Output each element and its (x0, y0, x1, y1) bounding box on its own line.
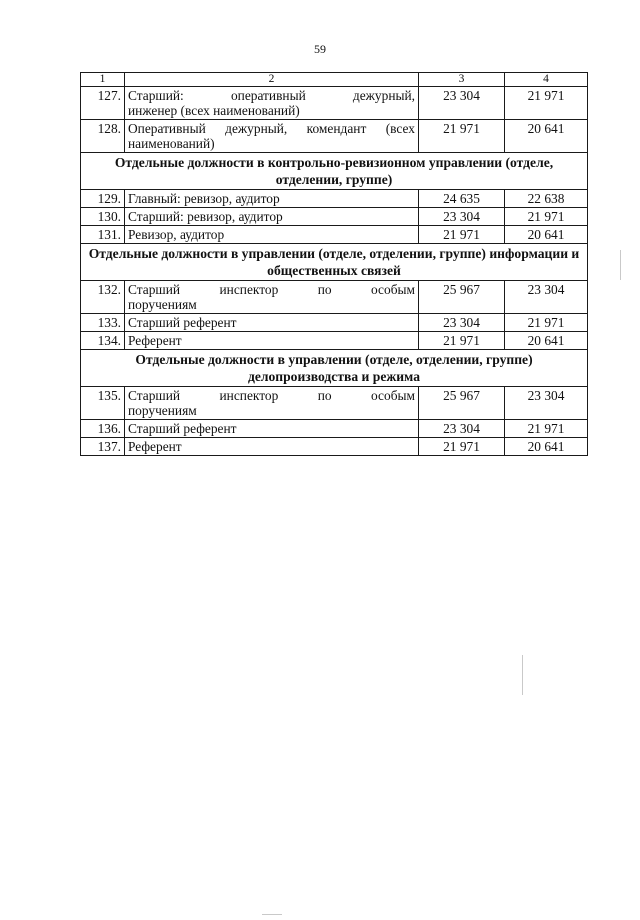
salary-value-col3: 25 967 (419, 387, 505, 420)
column-number: 3 (419, 73, 505, 87)
table-row (81, 226, 588, 244)
table-row (81, 420, 588, 438)
salary-value-col4: 21 971 (505, 87, 588, 120)
row-number: 133. (81, 314, 125, 332)
salary-value-col3: 21 971 (419, 332, 505, 350)
salary-value-col3: 23 304 (419, 314, 505, 332)
position-name-line: Главный: ревизор, аудитор (128, 191, 280, 206)
salary-value-col3: 21 971 (419, 226, 505, 244)
table-row (81, 438, 588, 456)
scan-artifact (262, 914, 282, 915)
table-row (81, 314, 588, 332)
table-row (81, 332, 588, 350)
section-heading: Отдельные должности в управлении (отделе, отделении, группе) информации и общественных связей (81, 244, 588, 281)
position-name-line: Старший: ревизор, аудитор (128, 209, 283, 224)
position-name (125, 332, 419, 350)
salary-value-col4: 22 638 (505, 190, 588, 208)
salary-value-col4: 20 641 (505, 120, 588, 153)
position-name (125, 314, 419, 332)
section-heading-row (81, 244, 588, 281)
salary-value-col4: 20 641 (505, 332, 588, 350)
page-number: 59 (314, 42, 326, 56)
position-name (125, 420, 419, 438)
table-row (81, 387, 588, 420)
row-number: 132. (81, 281, 125, 314)
row-number: 136. (81, 420, 125, 438)
position-name (125, 87, 419, 120)
salary-table (80, 72, 588, 456)
section-heading: Отдельные должности в контрольно-ревизионном управлении (отделе, отделении, группе) (81, 153, 588, 190)
salary-value-col4: 20 641 (505, 226, 588, 244)
salary-value-col4: 21 971 (505, 314, 588, 332)
salary-value-col3: 25 967 (419, 281, 505, 314)
scan-artifact (620, 250, 621, 280)
position-name-line: Референт (128, 439, 182, 454)
position-name-line: поручениям (128, 297, 197, 312)
position-name (125, 190, 419, 208)
salary-value-col3: 23 304 (419, 87, 505, 120)
row-number: 127. (81, 87, 125, 120)
salary-value-col3: 21 971 (419, 438, 505, 456)
position-name (125, 120, 419, 153)
salary-value-col3: 21 971 (419, 120, 505, 153)
row-number: 129. (81, 190, 125, 208)
row-number: 131. (81, 226, 125, 244)
table-row (81, 87, 588, 120)
row-number: 134. (81, 332, 125, 350)
position-name-line: наименований) (128, 136, 215, 151)
salary-value-col3: 24 635 (419, 190, 505, 208)
table-row (81, 281, 588, 314)
table-row (81, 190, 588, 208)
position-name (125, 438, 419, 456)
position-name (125, 226, 419, 244)
column-number-row (81, 73, 588, 87)
position-name-line: инженер (всех наименований) (128, 103, 300, 118)
position-name-line: поручениям (128, 403, 197, 418)
section-heading-row (81, 153, 588, 190)
position-name-line: Референт (128, 333, 182, 348)
position-name (125, 387, 419, 420)
column-number: 1 (81, 73, 125, 87)
salary-value-col4: 21 971 (505, 420, 588, 438)
position-name-line: Старший: оперативный дежурный, (128, 88, 415, 103)
position-name-line: Старший референт (128, 315, 237, 330)
position-name-line: Ревизор, аудитор (128, 227, 225, 242)
position-name-line: Старший инспектор по особым (128, 388, 415, 403)
column-number: 2 (125, 73, 419, 87)
table-row (81, 208, 588, 226)
position-name (125, 208, 419, 226)
position-name-line: Оперативный дежурный, комендант (всех (128, 121, 415, 136)
column-number: 4 (505, 73, 588, 87)
salary-value-col4: 23 304 (505, 281, 588, 314)
row-number: 135. (81, 387, 125, 420)
section-heading-row (81, 350, 588, 387)
scan-artifact (522, 655, 523, 695)
salary-value-col3: 23 304 (419, 208, 505, 226)
salary-value-col4: 21 971 (505, 208, 588, 226)
position-name-line: Старший инспектор по особым (128, 282, 415, 297)
salary-value-col4: 23 304 (505, 387, 588, 420)
salary-value-col3: 23 304 (419, 420, 505, 438)
row-number: 137. (81, 438, 125, 456)
position-name (125, 281, 419, 314)
row-number: 130. (81, 208, 125, 226)
section-heading: Отдельные должности в управлении (отделе, отделении, группе) делопроизводства и режима (81, 350, 588, 387)
position-name-line: Старший референт (128, 421, 237, 436)
row-number: 128. (81, 120, 125, 153)
table-row (81, 120, 588, 153)
salary-value-col4: 20 641 (505, 438, 588, 456)
